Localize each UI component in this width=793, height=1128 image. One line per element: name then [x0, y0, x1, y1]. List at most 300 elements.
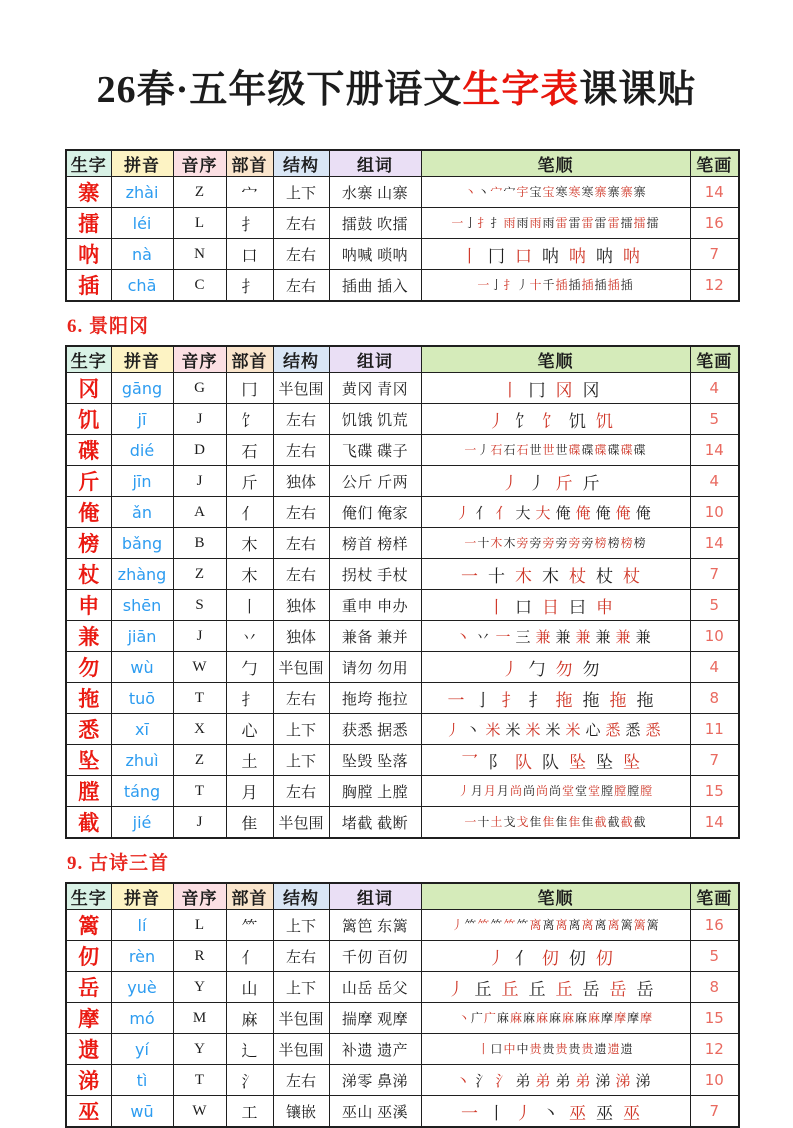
stroke-step: 遗 — [607, 1042, 620, 1056]
header-cell: 笔顺 — [421, 346, 690, 373]
pinyin-cell: tì — [111, 1065, 173, 1096]
stroke-step: 雨 — [529, 216, 542, 230]
hanzi-cell: 呐 — [66, 239, 111, 270]
stroke-step: 中 — [516, 1042, 529, 1056]
table-row — [66, 910, 739, 941]
bihua-cell: 14 — [690, 807, 739, 839]
stroke-step: 丿 — [447, 979, 465, 999]
header-cell: 部首 — [226, 883, 273, 910]
stroke-step: 丘 — [528, 979, 546, 999]
table-row — [66, 208, 739, 239]
header-cell: 音序 — [173, 150, 226, 177]
stroke-step: 弟 — [535, 1073, 551, 1090]
bihua-cell: 5 — [690, 590, 739, 621]
stroke-step: 亅 — [490, 278, 503, 292]
bushou-cell: 丨 — [226, 590, 273, 621]
stroke-step: 呐 — [569, 246, 586, 266]
stroke-step: 亻 — [495, 505, 511, 522]
stroke-step: 十 — [477, 815, 490, 829]
stroke-step: 堂 — [562, 784, 575, 798]
stroke-step: 斤 — [555, 473, 573, 493]
table-row — [66, 559, 739, 590]
bishun-cell — [421, 239, 690, 270]
bihua-cell: 10 — [690, 621, 739, 652]
stroke-step: 丨 — [501, 380, 519, 400]
stroke-step: 丿 — [501, 659, 519, 679]
hanzi-cell: 寨 — [66, 177, 111, 208]
jiegou-cell: 左右 — [273, 941, 329, 972]
yinxu-cell: L — [173, 208, 226, 239]
stroke-step: 千 — [542, 278, 555, 292]
stroke-step: 一 — [447, 690, 465, 710]
stroke-step: 离 — [607, 918, 620, 932]
stroke-step: 离 — [581, 918, 594, 932]
stroke-step: 十 — [488, 566, 505, 586]
stroke-step: 兼 — [595, 629, 611, 646]
bushou-cell: 麻 — [226, 1003, 273, 1034]
bishun-cell — [421, 652, 690, 683]
zuci-cell: 揣摩 观摩 — [329, 1003, 421, 1034]
stroke-step: 宀 — [503, 185, 516, 199]
stroke-step: 膛 — [614, 784, 627, 798]
stroke-step: 俺 — [635, 505, 651, 522]
stroke-step: 寒 — [581, 185, 594, 199]
bihua-cell: 8 — [690, 683, 739, 714]
stroke-step: 世 — [529, 443, 542, 457]
yinxu-cell: R — [173, 941, 226, 972]
bushou-cell: 勹 — [226, 652, 273, 683]
stroke-step: 旁 — [555, 536, 568, 550]
jiegou-cell: 半包围 — [273, 1003, 329, 1034]
stroke-step: 俺 — [575, 505, 591, 522]
stroke-step: 麻 — [588, 1011, 601, 1025]
table-row — [66, 373, 739, 404]
stroke-step: 雷 — [568, 216, 581, 230]
zuci-cell: 擂鼓 吹擂 — [329, 208, 421, 239]
yinxu-cell: B — [173, 528, 226, 559]
stroke-step: 膛 — [627, 784, 640, 798]
stroke-step: 十 — [529, 278, 542, 292]
bishun-cell — [421, 621, 690, 652]
stroke-step: 申 — [596, 597, 613, 617]
pinyin-cell: táng — [111, 776, 173, 807]
bushou-cell: 亻 — [226, 497, 273, 528]
table-row — [66, 714, 739, 745]
zuci-cell: 拐杖 手杖 — [329, 559, 421, 590]
stroke-step: 雨 — [542, 216, 555, 230]
jiegou-cell: 上下 — [273, 714, 329, 745]
stroke-step: 广 — [483, 1011, 496, 1025]
stroke-step: 插 — [568, 278, 581, 292]
bihua-cell: 11 — [690, 714, 739, 745]
bishun-cell — [421, 910, 690, 941]
stroke-step: 麻 — [548, 1011, 561, 1025]
bushou-cell: 隹 — [226, 807, 273, 839]
stroke-step: 氵 — [475, 1073, 491, 1090]
jiegou-cell: 左右 — [273, 435, 329, 466]
title-highlight: 生字表 — [462, 69, 580, 111]
stroke-step: 米 — [485, 722, 501, 739]
title-prefix: 26春·五年级下册语文 — [96, 69, 463, 111]
yinxu-cell: N — [173, 239, 226, 270]
stroke-step: 擂 — [633, 216, 646, 230]
hanzi-cell: 榜 — [66, 528, 111, 559]
bihua-cell: 7 — [690, 745, 739, 776]
stroke-step: 勹 — [528, 659, 546, 679]
hanzi-cell: 兼 — [66, 621, 111, 652]
stroke-step: 擂 — [620, 216, 633, 230]
header-cell: 生字 — [66, 883, 111, 910]
bishun-cell — [421, 1096, 690, 1128]
stroke-step: 坠 — [569, 752, 586, 772]
bushou-cell: 饣 — [226, 404, 273, 435]
stroke-step: 仞 — [569, 948, 586, 968]
bushou-cell: 口 — [226, 239, 273, 270]
stroke-step: 队 — [542, 752, 559, 772]
stroke-step: 隹 — [555, 815, 568, 829]
stroke-step: 碟 — [633, 443, 646, 457]
bishun-cell — [421, 270, 690, 302]
stroke-step: 氵 — [495, 1073, 511, 1090]
stroke-step: 石 — [516, 443, 529, 457]
jiegou-cell: 半包围 — [273, 807, 329, 839]
stroke-step: 戈 — [503, 815, 516, 829]
table-row — [66, 972, 739, 1003]
table-row — [66, 528, 739, 559]
stroke-step: 隹 — [581, 815, 594, 829]
stroke-step: 弟 — [575, 1073, 591, 1090]
table-row — [66, 1003, 739, 1034]
bishun-cell — [421, 1034, 690, 1065]
header-cell: 组词 — [329, 346, 421, 373]
char-table — [65, 882, 740, 1128]
hanzi-cell: 俺 — [66, 497, 111, 528]
yinxu-cell: T — [173, 776, 226, 807]
stroke-step: 尚 — [522, 784, 535, 798]
jiegou-cell: 镶嵌 — [273, 1096, 329, 1128]
jiegou-cell: 独体 — [273, 466, 329, 497]
stroke-step: 仞 — [596, 948, 613, 968]
pinyin-cell: léi — [111, 208, 173, 239]
header-cell: 部首 — [226, 346, 273, 373]
jiegou-cell: 左右 — [273, 239, 329, 270]
pinyin-cell: zhài — [111, 177, 173, 208]
stroke-step: ⺮ — [477, 918, 490, 932]
stroke-step: 涕 — [595, 1073, 611, 1090]
zuci-cell: 饥饿 饥荒 — [329, 404, 421, 435]
stroke-step: 篱 — [633, 918, 646, 932]
stroke-step: 篱 — [646, 918, 659, 932]
stroke-step: 擂 — [646, 216, 659, 230]
stroke-step: 隹 — [568, 815, 581, 829]
pinyin-cell: xī — [111, 714, 173, 745]
stroke-step: 雷 — [555, 216, 568, 230]
stroke-step: 丿 — [457, 784, 470, 798]
jiegou-cell: 左右 — [273, 683, 329, 714]
stroke-step: 拖 — [609, 690, 627, 710]
stroke-step: 离 — [555, 918, 568, 932]
table-row — [66, 776, 739, 807]
stroke-step: 广 — [470, 1011, 483, 1025]
pinyin-cell: lí — [111, 910, 173, 941]
stroke-step: 离 — [594, 918, 607, 932]
stroke-step: 摩 — [640, 1011, 653, 1025]
zuci-cell: 堵截 截断 — [329, 807, 421, 839]
table-row — [66, 404, 739, 435]
jiegou-cell: 上下 — [273, 910, 329, 941]
header-cell: 拼音 — [111, 346, 173, 373]
stroke-step: 榜 — [620, 536, 633, 550]
stroke-step: 寨 — [594, 185, 607, 199]
stroke-step: 米 — [565, 722, 581, 739]
stroke-step: 米 — [505, 722, 521, 739]
stroke-step: 碟 — [607, 443, 620, 457]
stroke-step: 亻 — [475, 505, 491, 522]
bushou-cell: 木 — [226, 559, 273, 590]
table-row — [66, 497, 739, 528]
stroke-step: 雷 — [594, 216, 607, 230]
stroke-step: 一 — [464, 536, 477, 550]
stroke-step: 亅 — [474, 690, 492, 710]
bihua-cell: 7 — [690, 239, 739, 270]
pinyin-cell: chā — [111, 270, 173, 302]
stroke-step: 岳 — [609, 979, 627, 999]
bishun-cell — [421, 1003, 690, 1034]
pinyin-cell: jié — [111, 807, 173, 839]
stroke-step: 兼 — [535, 629, 551, 646]
stroke-step: 丶 — [465, 722, 481, 739]
stroke-step: 冈 — [582, 380, 600, 400]
stroke-step: 宀 — [490, 185, 503, 199]
stroke-step: 呐 — [596, 246, 613, 266]
stroke-step: 麻 — [522, 1011, 535, 1025]
stroke-step: 贵 — [581, 1042, 594, 1056]
jiegou-cell: 左右 — [273, 270, 329, 302]
stroke-step: 十 — [477, 536, 490, 550]
stroke-step: 冈 — [555, 380, 573, 400]
stroke-step: 米 — [525, 722, 541, 739]
table-row — [66, 683, 739, 714]
zuci-cell: 胸膛 上膛 — [329, 776, 421, 807]
yinxu-cell: J — [173, 621, 226, 652]
jiegou-cell: 左右 — [273, 528, 329, 559]
hanzi-cell: 冈 — [66, 373, 111, 404]
stroke-step: 遗 — [620, 1042, 633, 1056]
stroke-step: 尚 — [509, 784, 522, 798]
stroke-step: 丿 — [488, 411, 505, 431]
stroke-step: 饣 — [515, 411, 532, 431]
header-cell: 组词 — [329, 883, 421, 910]
header-cell: 组词 — [329, 150, 421, 177]
stroke-step: 碟 — [581, 443, 594, 457]
stroke-step: 中 — [503, 1042, 516, 1056]
stroke-step: 丶 — [464, 185, 477, 199]
char-table — [65, 345, 740, 839]
stroke-step: 亅 — [464, 216, 477, 230]
zuci-cell: 飞碟 碟子 — [329, 435, 421, 466]
stroke-step: 亻 — [515, 948, 532, 968]
stroke-step: 旁 — [529, 536, 542, 550]
stroke-step: 丨 — [461, 246, 478, 266]
stroke-step: 世 — [542, 443, 555, 457]
bushou-cell: 扌 — [226, 270, 273, 302]
hanzi-cell: 截 — [66, 807, 111, 839]
stroke-step: 截 — [607, 815, 620, 829]
stroke-step: 月 — [496, 784, 509, 798]
stroke-step: 岳 — [582, 979, 600, 999]
stroke-step: 丶 — [542, 1103, 559, 1123]
stroke-step: 丘 — [555, 979, 573, 999]
jiegou-cell: 上下 — [273, 972, 329, 1003]
header-row — [66, 346, 739, 373]
bushou-cell: 扌 — [226, 208, 273, 239]
stroke-step: 摩 — [614, 1011, 627, 1025]
stroke-step: 世 — [555, 443, 568, 457]
stroke-step: 扌 — [528, 690, 546, 710]
header-cell: 笔画 — [690, 883, 739, 910]
stroke-step: 木 — [515, 566, 532, 586]
stroke-step: 贵 — [529, 1042, 542, 1056]
title-suffix: 课课贴 — [579, 69, 697, 111]
stroke-step: 插 — [555, 278, 568, 292]
bishun-cell — [421, 177, 690, 208]
stroke-step: 勿 — [555, 659, 573, 679]
stroke-step: 悉 — [625, 722, 641, 739]
pinyin-cell: yuè — [111, 972, 173, 1003]
yinxu-cell: Z — [173, 745, 226, 776]
stroke-step: 麻 — [535, 1011, 548, 1025]
jiegou-cell: 左右 — [273, 776, 329, 807]
stroke-step: 弟 — [555, 1073, 571, 1090]
yinxu-cell: D — [173, 435, 226, 466]
pinyin-cell: nà — [111, 239, 173, 270]
jiegou-cell: 左右 — [273, 559, 329, 590]
hanzi-cell: 岳 — [66, 972, 111, 1003]
stroke-step: 兼 — [555, 629, 571, 646]
stroke-step: 俺 — [615, 505, 631, 522]
stroke-step: 堂 — [588, 784, 601, 798]
stroke-step: 兼 — [635, 629, 651, 646]
header-cell: 结构 — [273, 150, 329, 177]
stroke-step: 摩 — [601, 1011, 614, 1025]
stroke-step: 麻 — [575, 1011, 588, 1025]
pinyin-cell: jī — [111, 404, 173, 435]
bihua-cell: 12 — [690, 1034, 739, 1065]
stroke-step: ⺮ — [503, 918, 516, 932]
stroke-step: 丿 — [488, 948, 505, 968]
bushou-cell: 氵 — [226, 1065, 273, 1096]
yinxu-cell: X — [173, 714, 226, 745]
bushou-cell: 月 — [226, 776, 273, 807]
bishun-cell — [421, 807, 690, 839]
zuci-cell: 重申 申办 — [329, 590, 421, 621]
jiegou-cell: 左右 — [273, 497, 329, 528]
jiegou-cell: 独体 — [273, 621, 329, 652]
stroke-step: 兼 — [615, 629, 631, 646]
stroke-step: 旁 — [542, 536, 555, 550]
stroke-step: 一 — [464, 443, 477, 457]
bihua-cell: 10 — [690, 497, 739, 528]
stroke-step: 土 — [490, 815, 503, 829]
bihua-cell: 16 — [690, 910, 739, 941]
stroke-step: 贵 — [568, 1042, 581, 1056]
stroke-step: 石 — [490, 443, 503, 457]
bihua-cell: 10 — [690, 1065, 739, 1096]
header-cell: 笔顺 — [421, 883, 690, 910]
hanzi-cell: 仞 — [66, 941, 111, 972]
table-row — [66, 270, 739, 302]
hanzi-cell: 摩 — [66, 1003, 111, 1034]
jiegou-cell: 半包围 — [273, 373, 329, 404]
bihua-cell: 12 — [690, 270, 739, 302]
stroke-step: 一 — [464, 815, 477, 829]
stroke-step: 乛 — [461, 752, 478, 772]
stroke-step: 尚 — [548, 784, 561, 798]
stroke-step: 碟 — [620, 443, 633, 457]
hanzi-cell: 遗 — [66, 1034, 111, 1065]
stroke-step: 弟 — [515, 1073, 531, 1090]
stroke-step: 膛 — [640, 784, 653, 798]
stroke-step: 口 — [490, 1042, 503, 1056]
table-row — [66, 941, 739, 972]
stroke-step: 巫 — [569, 1103, 586, 1123]
stroke-step: 坠 — [623, 752, 640, 772]
stroke-step: ⺮ — [516, 918, 529, 932]
stroke-step: 涕 — [615, 1073, 631, 1090]
yinxu-cell: T — [173, 683, 226, 714]
jiegou-cell: 左右 — [273, 1065, 329, 1096]
zuci-cell: 插曲 插入 — [329, 270, 421, 302]
pinyin-cell: ǎn — [111, 497, 173, 528]
bihua-cell: 7 — [690, 559, 739, 590]
stroke-step: 寒 — [555, 185, 568, 199]
stroke-step: 丿 — [451, 918, 464, 932]
stroke-step: 扌 — [503, 278, 516, 292]
header-cell: 音序 — [173, 883, 226, 910]
stroke-step: 插 — [594, 278, 607, 292]
stroke-step: 篱 — [620, 918, 633, 932]
yinxu-cell: M — [173, 1003, 226, 1034]
stroke-step: 拖 — [582, 690, 600, 710]
jiegou-cell: 左右 — [273, 404, 329, 435]
bushou-cell: ⺮ — [226, 910, 273, 941]
bihua-cell: 14 — [690, 177, 739, 208]
hanzi-cell: 巫 — [66, 1096, 111, 1128]
bushou-cell: 工 — [226, 1096, 273, 1128]
table-row — [66, 466, 739, 497]
table-row — [66, 177, 739, 208]
stroke-step: 雷 — [607, 216, 620, 230]
stroke-step: 寨 — [633, 185, 646, 199]
stroke-step: 丶 — [457, 1011, 470, 1025]
stroke-step: 杖 — [569, 566, 586, 586]
stroke-step: 俺 — [555, 505, 571, 522]
yinxu-cell: Y — [173, 1034, 226, 1065]
bihua-cell: 5 — [690, 941, 739, 972]
bushou-cell: 亻 — [226, 941, 273, 972]
stroke-step: 口 — [515, 597, 532, 617]
bishun-cell — [421, 972, 690, 1003]
bushou-cell: 辶 — [226, 1034, 273, 1065]
bushou-cell: 宀 — [226, 177, 273, 208]
zuci-cell: 山岳 岳父 — [329, 972, 421, 1003]
pinyin-cell: rèn — [111, 941, 173, 972]
stroke-step: 丶 — [477, 185, 490, 199]
bishun-cell — [421, 941, 690, 972]
hanzi-cell: 膛 — [66, 776, 111, 807]
section-label: 9. 古诗三首 — [67, 853, 170, 874]
stroke-step: 巫 — [623, 1103, 640, 1123]
